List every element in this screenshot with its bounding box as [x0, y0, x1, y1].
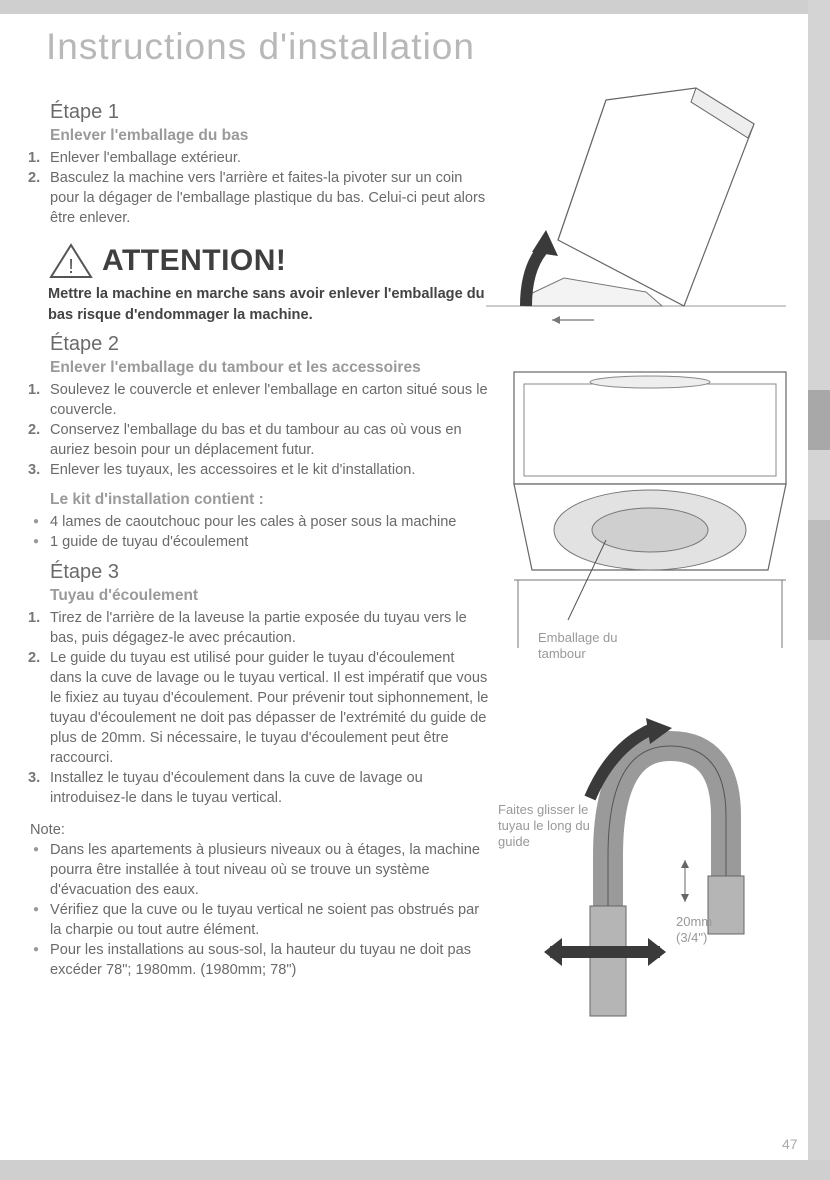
item-number: 2.	[28, 422, 41, 438]
measure-in: (3/4")	[676, 930, 708, 945]
bullet-icon: ●	[33, 944, 40, 955]
svg-text:!: !	[68, 256, 74, 278]
item-number: 2.	[28, 170, 41, 186]
list-item	[30, 532, 490, 552]
item-text: Le guide du tuyau est utilisé pour guider le tuyau d'écoulement dans la cuve de lavage ou le tuyau vertical. Il est impératif que vous le fixiez au tuyau d'écoulement. Pour prévenir tout siphonnement, le tuyau d'écoulement ne doit pas dépasser de l'extrémité du guide de plus de 20mm. Si nécessaire, le tuyau d'écoulement peut être raccourci.	[50, 650, 489, 766]
item-text: 1 guide de tuyau d'écoulement	[50, 534, 249, 550]
item-text: Basculez la machine vers l'arrière et faites-la pivoter sur un coin pour la dégager de l'emballage plastique du bas. Celui-ci peut alors être enlever.	[50, 170, 486, 226]
top-edge	[0, 0, 830, 14]
item-text: Conservez l'emballage du bas et du tambour au cas où vous en auriez besoin pour un déplacement futur.	[50, 422, 462, 458]
note-title: Note:	[30, 822, 65, 838]
attention-label: ATTENTION!	[102, 244, 287, 277]
item-number: 1.	[28, 382, 41, 398]
step3-title: Étape 3	[50, 561, 119, 583]
bullet-icon: ●	[33, 516, 40, 527]
attention-heading	[48, 242, 490, 280]
list-item	[30, 840, 490, 900]
list-item	[30, 608, 490, 648]
bullet-icon: ●	[33, 904, 40, 915]
item-number: 2.	[28, 650, 41, 666]
bullet-icon: ●	[33, 536, 40, 547]
step3-list	[30, 608, 490, 808]
warning-triangle-icon	[48, 242, 94, 280]
hose-caption: Faites glisser le tuyau le long du guide	[498, 802, 590, 849]
step1-subtitle: Enlever l'emballage du bas	[50, 127, 249, 144]
measure-mm: 20mm	[676, 914, 713, 929]
list-item	[30, 148, 490, 168]
step1-list	[30, 148, 490, 228]
item-number: 3.	[28, 770, 41, 786]
page-title: Instructions d'installation	[46, 26, 475, 67]
hose-guide-illustration	[530, 706, 760, 1024]
kit-title: Le kit d'installation contient :	[50, 491, 264, 508]
list-item	[30, 420, 490, 460]
step1-title: Étape 1	[50, 101, 119, 123]
list-item	[30, 648, 490, 768]
list-item	[30, 900, 490, 940]
list-item	[30, 380, 490, 420]
step2-list	[30, 380, 490, 480]
item-number: 3.	[28, 462, 41, 478]
list-item	[30, 940, 490, 980]
step3-subtitle: Tuyau d'écoulement	[50, 587, 199, 604]
attention-text: Mettre la machine en marche sans avoir enlever l'emballage du bas risque d'endommager la machine.	[48, 286, 485, 323]
item-text: Installez le tuyau d'écoulement dans la cuve de lavage ou introduisez-le dans le tuyau vertical.	[50, 770, 423, 806]
drum-caption: Emballage du tambour	[538, 630, 618, 661]
item-text: Tirez de l'arrière de la laveuse la partie exposée du tuyau vers le bas, puis dégagez-le avec précaution.	[50, 610, 467, 646]
drum-packaging-illustration	[506, 370, 796, 650]
tilted-machine-illustration	[486, 80, 806, 330]
list-item	[30, 768, 490, 808]
section-band	[808, 520, 830, 640]
item-text: Pour les installations au sous-sol, la hauteur du tuyau ne doit pas excéder 78"; 1980mm. (1980mm; 78")	[50, 942, 472, 978]
kit-list	[30, 512, 490, 552]
item-text: Soulevez le couvercle et enlever l'emballage en carton situé sous le couvercle.	[50, 382, 488, 418]
step2-title: Étape 2	[50, 333, 119, 355]
page-number: 47	[782, 1136, 798, 1152]
note-list	[30, 840, 490, 980]
step2-subtitle: Enlever l'emballage du tambour et les accessoires	[50, 359, 421, 376]
item-text: 4 lames de caoutchouc pour les cales à poser sous la machine	[50, 514, 457, 530]
item-text: Vérifiez que la cuve ou le tuyau vertical ne soient pas obstrués par la charpie ou tout autre élément.	[50, 902, 480, 938]
item-number: 1.	[28, 610, 41, 626]
bullet-icon: ●	[33, 844, 40, 855]
item-number: 1.	[28, 150, 41, 166]
list-item	[30, 460, 490, 480]
list-item	[30, 512, 490, 532]
section-tab	[808, 390, 830, 450]
item-text: Enlever l'emballage extérieur.	[50, 150, 241, 166]
item-text: Enlever les tuyaux, les accessoires et le kit d'installation.	[50, 462, 416, 478]
list-item	[30, 168, 490, 228]
item-text: Dans les apartements à plusieurs niveaux ou à étages, la machine pourra être installée à tout niveau où se trouve un système d'évacuation des eaux.	[50, 842, 480, 898]
bottom-edge	[0, 1160, 830, 1180]
instructions-column	[30, 100, 490, 980]
